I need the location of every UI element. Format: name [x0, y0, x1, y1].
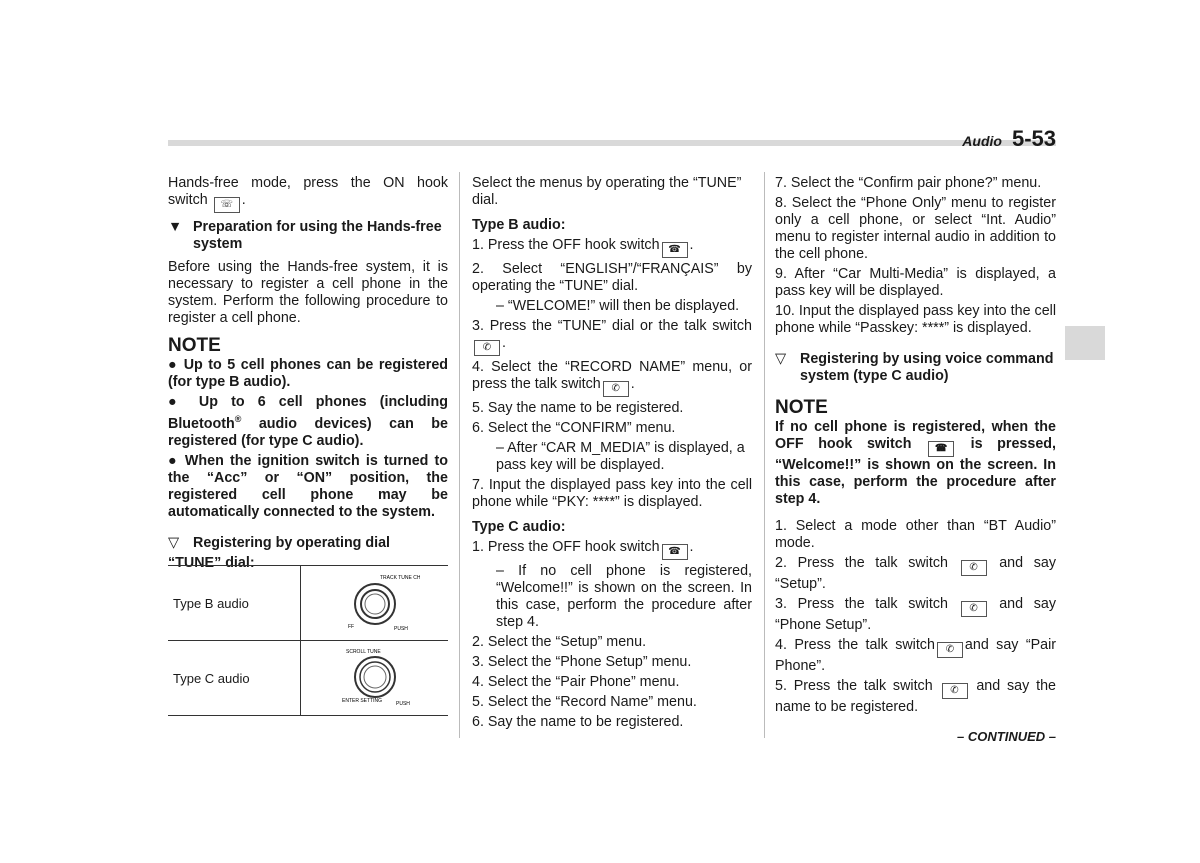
step: 4. Select the “RECORD NAME” menu, or press the talk switch ✆ . [472, 359, 752, 397]
tune-dial-icon [330, 570, 420, 634]
svg-text:TRACK TUNE CH: TRACK TUNE CH [379, 574, 420, 581]
table-cell-label: Type C audio [168, 641, 301, 716]
step-note: – After “CAR M_MEDIA” is displayed, a pass key will be displayed. [496, 440, 745, 473]
talk-switch-icon: ✆ [961, 560, 987, 576]
step: 4. Press the talk switch ✆ and say “Pair Phone”. [775, 637, 1057, 674]
step: 9. After “Car Multi-Media” is displayed, a pass key will be displayed. [775, 266, 1056, 299]
step: 5. Press the talk switch ✆ and say the name to be registered. [775, 678, 1056, 715]
table-row [168, 641, 448, 716]
svg-text:FF: FF [347, 623, 354, 630]
on-hook-switch-icon: ☏ [214, 197, 240, 213]
talk-switch-icon: ✆ [603, 381, 629, 397]
column-divider [764, 172, 765, 738]
step: 8. Select the “Phone Only” menu to register only a cell phone, or select “Int. Audio” menu to register internal audio in addition to the cell phone. [775, 195, 1056, 262]
step: 7. Select the “Confirm pair phone?” menu. [775, 175, 1042, 191]
step: 2. Select the “Setup” menu. [472, 634, 647, 650]
svg-text:PUSH: PUSH [393, 625, 408, 632]
step: 1. Press the OFF hook switch ☎ . [472, 539, 752, 560]
talk-switch-icon: ✆ [474, 340, 500, 356]
paragraph: Select the menus by operating the “TUNE” dial. [472, 175, 742, 208]
page-number: 5-53 [1011, 126, 1056, 151]
paragraph: Hands-free mode, press the ON hook switch ☏ . [168, 175, 448, 213]
note-item: ● Up to 6 cell phones (including Bluetooth® audio devices) can be registered (for type C audio). [168, 394, 449, 449]
type-b-heading: Type B audio: [472, 217, 566, 233]
column-3 [775, 175, 1056, 745]
column-divider [459, 172, 460, 738]
talk-switch-icon: ✆ [937, 642, 963, 658]
type-c-heading: Type C audio: [472, 519, 566, 535]
note-item: ● Up to 5 cell phones can be registered (for type B audio). [168, 357, 449, 390]
table-row [168, 566, 448, 641]
paragraph: Before using the Hands-free system, it is necessary to register a cell phone in the system. Perform the following procedure to register a cell phone. [168, 259, 448, 326]
off-hook-switch-icon: ☎ [662, 544, 688, 560]
step: 6. Say the name to be registered. [472, 714, 684, 730]
step: 1. Select a mode other than “BT Audio” mode. [775, 518, 1056, 551]
note-heading: NOTE [775, 397, 828, 418]
scroll-dial-icon [330, 645, 420, 709]
subheading: ▽ Registering by using voice command system (type C audio) [775, 351, 1054, 384]
header-rule [168, 140, 1056, 146]
step: 5. Say the name to be registered. [472, 400, 684, 416]
page-header [962, 126, 1056, 152]
step-note: – If no cell phone is registered, “Welcome!!” is shown on the screen. In this case, perform the procedure after step 4. [496, 563, 752, 630]
subheading: ▼ Preparation for using the Hands-free system [168, 219, 442, 252]
step: 2. Press the talk switch ✆ and say “Setup”. [775, 555, 1056, 592]
step: 10. Input the displayed pass key into the cell phone while “Passkey: ****” is displayed. [775, 303, 1056, 336]
step: 7. Input the displayed pass key into the cell phone while “PKY: ****” is displayed. [472, 477, 752, 510]
talk-switch-icon: ✆ [961, 601, 987, 617]
off-hook-switch-icon: ☎ [928, 441, 954, 457]
column-2 [472, 175, 752, 734]
note-item: ● When the ignition switch is turned to the “Acc” or “ON” position, the registered cell phone may be automatically connected to the system. [168, 452, 449, 520]
table-cell-label: Type B audio [168, 566, 301, 641]
thumb-tab [1065, 326, 1105, 360]
step: 1. Press the OFF hook switch ☎ . [472, 237, 752, 258]
column-1 [168, 175, 448, 575]
step: 6. Select the “CONFIRM” menu. [472, 420, 676, 436]
note-heading: NOTE [168, 335, 221, 356]
dial-image [301, 566, 449, 641]
continued-label: – CONTINUED – [957, 729, 1056, 744]
step: 3. Select the “Phone Setup” menu. [472, 654, 692, 670]
svg-text:SCROLL TUNE: SCROLL TUNE [345, 648, 381, 655]
svg-text:PUSH: PUSH [395, 700, 410, 707]
talk-switch-icon: ✆ [942, 683, 968, 699]
section-title: Audio [962, 133, 1002, 149]
off-hook-switch-icon: ☎ [662, 242, 688, 258]
step: 3. Press the “TUNE” dial or the talk switch✆ . [472, 318, 752, 356]
dial-image [301, 641, 449, 716]
dial-table [168, 565, 448, 716]
note-text: If no cell phone is registered, when the OFF hook switch ☎ is pressed, “Welcome!!” is shown on the screen. In this case, perform the procedure after step 4. [775, 419, 1056, 507]
step: 2. Select “ENGLISH”/“FRANÇAIS” by operating the “TUNE” dial. [472, 261, 752, 294]
subheading: ▽ Registering by operating dial [168, 534, 391, 551]
subheading-continued: “TUNE” dial: [168, 554, 255, 571]
step: 3. Press the talk switch ✆ and say “Phone Setup”. [775, 596, 1056, 633]
step: 5. Select the “Record Name” menu. [472, 694, 697, 710]
svg-text:ENTER SETTING: ENTER SETTING [341, 697, 382, 704]
step-note: – “WELCOME!” will then be displayed. [496, 298, 740, 314]
step: 4. Select the “Pair Phone” menu. [472, 674, 680, 690]
